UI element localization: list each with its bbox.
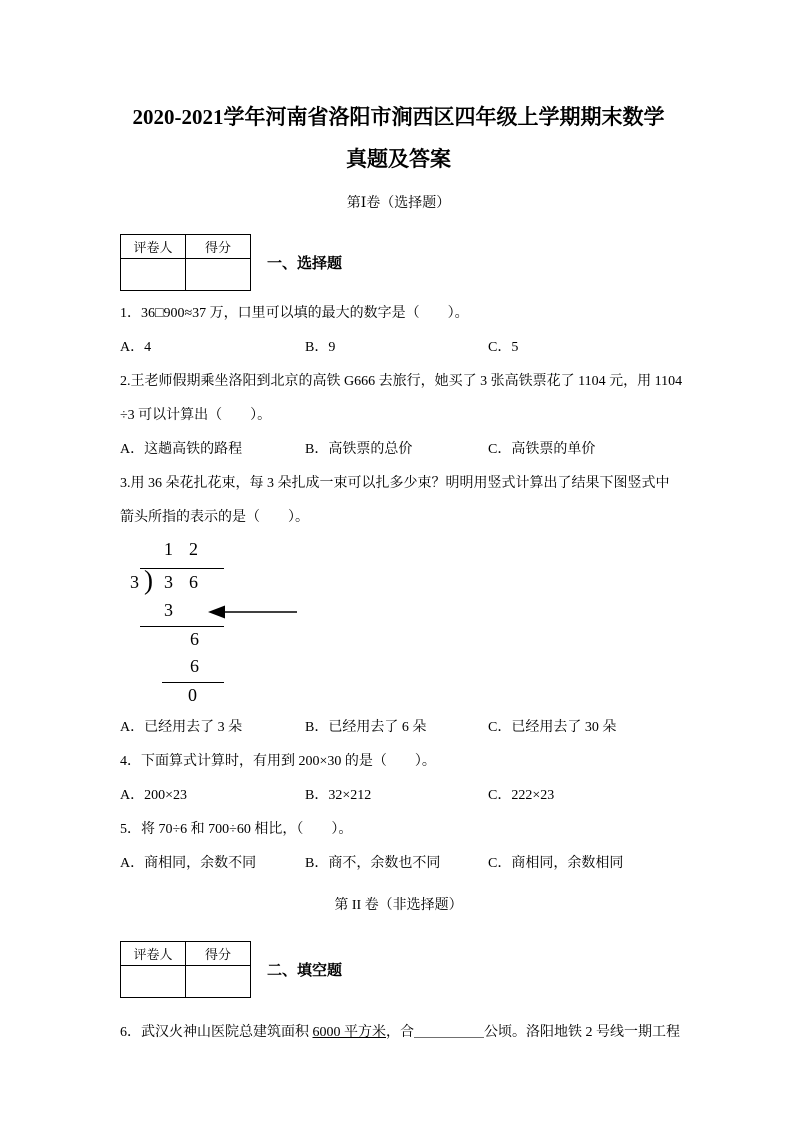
q1-option-a: A．4: [120, 340, 152, 355]
score-label: 得分: [186, 942, 251, 966]
score-table-2: [120, 941, 251, 998]
score-block-2: [120, 941, 677, 998]
page-title: [120, 96, 677, 180]
q6-prefix: 6．武汉火神山医院总建筑面积: [120, 1025, 313, 1040]
q3-option-c: C．已经用去了 30 朵: [488, 720, 617, 735]
question-1-text: 1．36□900≈37 万，口里可以填的最大的数字是（ ）。: [120, 306, 469, 321]
division-dividend: 36: [164, 572, 214, 592]
question-5-text: 5．将 70÷6 和 700÷60 相比，（ ）。: [120, 822, 353, 837]
grader-label: 评卷人: [121, 942, 186, 966]
question-1-options: [120, 331, 677, 365]
division-remainder: 0: [188, 685, 197, 705]
title-line-2: 真题及答案: [346, 147, 451, 171]
q3-option-b: B．已经用去了 6 朵: [305, 720, 427, 735]
q2-option-c: C．高铁票的单价: [488, 442, 596, 457]
score-blank-cell: [186, 259, 251, 291]
q6-suffix: 公顷。洛阳地铁 2 号线一期工程: [484, 1025, 680, 1040]
score-table-1: [120, 234, 251, 291]
question-3-text-line-2: 箭头所指的表示的是（ ）。: [120, 510, 309, 525]
division-brought-down: 6: [190, 629, 199, 649]
question-2-text-line-2: ÷3 可以计算出（ ）。: [120, 408, 272, 423]
q1-option-c: C．5: [488, 340, 519, 355]
q2-option-a: A．这趟高铁的路程: [120, 442, 243, 457]
division-line-3: [162, 682, 224, 683]
volume-1-header: 第Ⅰ卷（选择题）: [346, 196, 451, 211]
division-divisor: 3: [130, 572, 139, 592]
q6-fill-blank: ＿＿＿＿＿: [414, 1025, 484, 1040]
score-blank-cell: [186, 966, 251, 998]
score-label: 得分: [186, 235, 251, 259]
question-6-text: [120, 1016, 680, 1050]
grader-blank-cell: [121, 259, 186, 291]
volume-2-header: 第 II 卷（非选择题）: [334, 898, 463, 913]
q4-option-a: A．200×23: [120, 788, 188, 803]
question-2-text-line-1: 2.王老师假期乘坐洛阳到北京的高铁 G666 去旅行，她买了 3 张高铁票花了 1104 元，用 1104: [120, 374, 683, 389]
score-block-1: [120, 234, 677, 291]
question-4-options: [120, 779, 677, 813]
grader-blank-cell: [121, 966, 186, 998]
q5-option-a: A．商相同，余数不同: [120, 856, 257, 871]
division-line-2: [140, 626, 224, 627]
section-1-heading: 一、选择题: [267, 256, 343, 272]
division-subtrahend-1: 3: [164, 600, 173, 620]
q5-option-b: B．商不，余数也不同: [305, 856, 441, 871]
question-5-options: [120, 847, 677, 881]
q5-option-c: C．商相同，余数相同: [488, 856, 624, 871]
q6-mid: ，合: [386, 1025, 414, 1040]
q6-underlined-value: 6000 平方米: [312, 1025, 386, 1040]
q2-option-b: B．高铁票的总价: [305, 442, 413, 457]
question-3-options: [120, 711, 677, 745]
section-2-heading: 二、填空题: [267, 963, 343, 979]
question-2-options: [120, 433, 677, 467]
q3-option-a: A．已经用去了 3 朵: [120, 720, 243, 735]
long-division-diagram: [128, 539, 677, 711]
question-3-text-line-1: 3.用 36 朵花扎花束，每 3 朵扎成一束可以扎多少束？明明用竖式计算出了结果下图竖式中: [120, 476, 670, 491]
division-quotient: 12: [164, 539, 214, 559]
division-bracket: ): [144, 565, 153, 595]
q1-option-b: B．9: [305, 340, 336, 355]
division-subtrahend-2: 6: [190, 656, 199, 676]
question-4-text: 4．下面算式计算时，有用到 200×30 的是（ ）。: [120, 754, 436, 769]
grader-label: 评卷人: [121, 235, 186, 259]
q4-option-c: C．222×23: [488, 788, 555, 803]
q4-option-b: B．32×212: [305, 788, 372, 803]
arrow-icon: [204, 601, 299, 623]
title-line-1: 2020-2021学年河南省洛阳市涧西区四年级上学期期末数学: [132, 105, 665, 129]
